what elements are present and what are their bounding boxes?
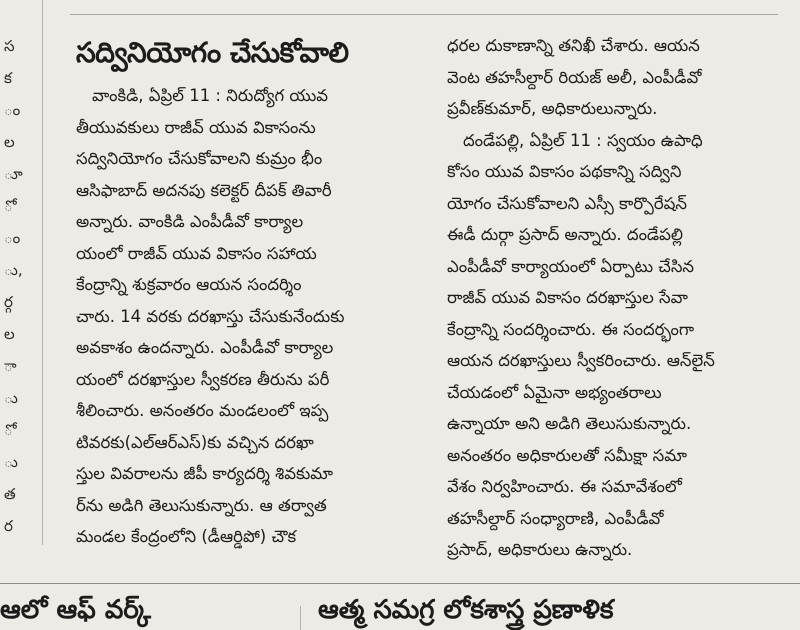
section-divider	[0, 583, 800, 584]
fragment-line: ో	[4, 421, 13, 439]
article-line: కోసం యువ వికాసం పథకాన్ని సద్విని	[447, 162, 682, 181]
article-line: ఉన్నాయా అని అడిగి తెలుసుకున్నారు.	[447, 414, 692, 433]
fragment-line: ం	[4, 101, 21, 119]
article-line: చారు. 14 వరకు దరఖాస్తు చేసుకునేందుకు	[76, 306, 345, 326]
article-line: అన్నారు. వాంకిడి ఎంపీడీవో కార్యాల	[76, 212, 304, 231]
fragment-line: ూ	[4, 165, 23, 183]
article-line: ఆసిఫాబాద్ అదనపు కలెక్టర్ దీపక్ తివారీ	[76, 180, 332, 200]
column-divider	[42, 0, 43, 545]
fragment-line: ల	[4, 133, 15, 151]
article-line: టివరకు(ఎల్ఆర్ఎస్)కు వచ్చిన దరఖా	[76, 432, 314, 452]
article-line: దండేపల్లి, ఏప్రిల్ 11 : స్వయం ఉపాధి	[463, 130, 703, 150]
fragment-line: ల	[4, 325, 15, 343]
article-line: ఎంపీడీవో కార్యాయంలో ఏర్పాటు చేసిన	[447, 256, 694, 276]
left-column-fragment	[4, 30, 38, 542]
article-line: యంలో దరఖాస్తుల స్వీకరణ తీరును పరీ	[76, 369, 330, 389]
article-line: కేంద్రాన్ని శుక్రవారం ఆయన సందర్శిం	[76, 275, 302, 294]
fragment-line: స	[4, 37, 15, 55]
article-line: అవకాశం ఉందన్నారు. ఎంపీడీవో కార్యాల	[76, 338, 334, 357]
article-line: యంలో రాజీవ్ యువ వికాసం సహాయ	[76, 243, 317, 263]
article-line: కేంద్రాన్ని సందర్శించారు. ఈ సందర్భంగా	[447, 319, 695, 339]
article-line: రాజీవ్ యువ వికాసం దరఖాస్తుల సేవా	[447, 288, 688, 307]
article-line: అనంతరం అధికారులతో సమీక్షా సమా	[447, 445, 688, 465]
top-rule	[70, 14, 778, 15]
article-headline: సద్వినియోగం చేసుకోవాలి	[76, 36, 349, 69]
article-line: శీలించారు. అనంతరం మండలంలో ఇప్ప	[76, 401, 329, 420]
article-left-column	[76, 30, 421, 553]
article-line: వెంట తహసీల్దార్ రియజ్ అలీ, ఎంపీడీవో	[447, 67, 702, 87]
fragment-line: ు,	[4, 261, 23, 279]
article-line: వేశం నిర్వహించారు. ఈ సమావేశంలో	[447, 477, 682, 496]
fragment-line: క	[4, 69, 12, 87]
article-right-column	[447, 30, 792, 566]
article-line: వాంకిడి, ఏప్రిల్ 11 : నిరుద్యోగ యువ	[92, 86, 329, 105]
fragment-line: ో	[4, 197, 13, 215]
article-line: ఆయన దరఖాస్తులు స్వీకరించారు. ఆన్‌లైన్	[447, 351, 715, 370]
fragment-line: ం	[4, 229, 21, 247]
article-line: ప్రవీణ్‌కుమార్, అధికారులున్నారు.	[447, 99, 658, 118]
bottom-column-divider	[300, 606, 301, 630]
fragment-line: ర్గ	[4, 293, 13, 311]
article-line: తీయువకులు రాజీవ్ యువ వికాసంను	[76, 117, 316, 137]
fragment-line: ు	[4, 389, 18, 407]
article-line: యోగం చేసుకోవాలని ఎస్సీ కార్పొరేషన్	[447, 193, 687, 213]
article-line: సద్వినియోగం చేసుకోవాలని కుమ్రం భీం	[76, 149, 323, 168]
article-line: తహసీల్దార్ సంధ్యారాణి, ఎంపీడీవో	[447, 508, 664, 528]
fragment-line: ు	[4, 453, 18, 471]
article-line: స్తుల వివరాలను జీపీ కార్యదర్శి శివకుమా	[76, 464, 334, 483]
article-line: ధరల దుకాణాన్ని తనిఖీ చేశారు. ఆయన	[447, 36, 700, 55]
article-line: చేయడంలో ఏమైనా అభ్యంతరాలు	[447, 382, 662, 402]
fragment-line: త	[4, 485, 16, 503]
bottom-headline-left: ఆలో ఆఫ్ వర్క్	[0, 595, 151, 625]
article-line: ఈడీ దుర్గా ప్రసాద్ అన్నారు. దండేపల్లి	[447, 225, 683, 244]
bottom-headline-right: ఆత్మ సమగ్ర లోకశాస్త్ర ప్రణాళిక	[318, 595, 614, 625]
article-line: మండల కేంద్రంలోని (డీఆర్డిపో) చౌక	[76, 527, 297, 546]
article-line: ర్‌ను అడిగి తెలుసుకున్నారు. ఆ తర్వాత	[76, 495, 327, 515]
article-line: ప్రసాద్, అధికారులు ఉన్నారు.	[447, 540, 633, 559]
fragment-line: ా	[4, 357, 17, 375]
fragment-line: ర	[4, 517, 13, 535]
